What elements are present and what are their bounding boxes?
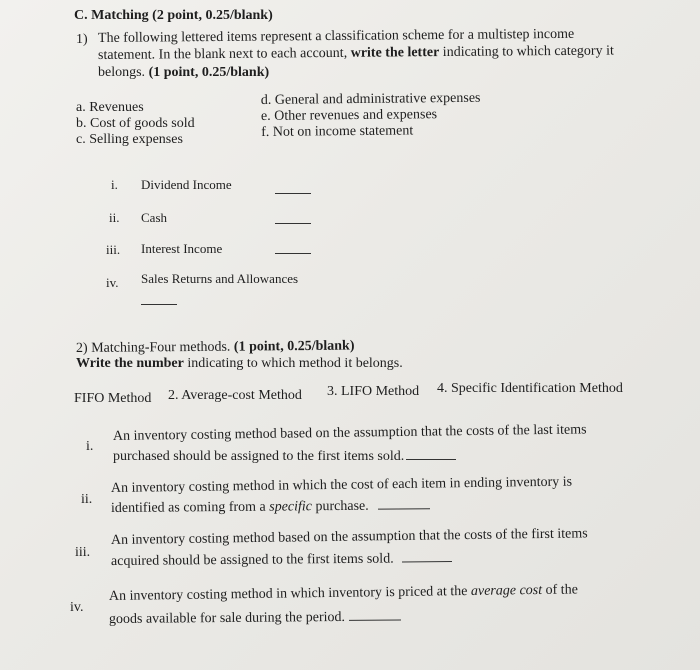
q1-answer-blank-2[interactable] [275, 222, 311, 224]
q2-item-line1-1: An inventory costing method based on the assumption that the costs of the last items [112, 422, 587, 444]
q2-item-line2-2: identified as coming from a specific purchase. [111, 498, 430, 517]
q2-item-num-2: ii. [81, 492, 93, 507]
q2-item-line2-4: goods available for sale during the period. [109, 609, 401, 628]
q1-item-label-1: Dividend Income [141, 177, 232, 192]
q2-item-line2-3: acquired should be assigned to the first items sold. [111, 551, 452, 570]
category-b: b. Cost of goods sold [76, 116, 195, 131]
q1-item-num-1: i. [111, 177, 118, 192]
categories-right [261, 91, 481, 141]
category-c: c. Selling expenses [76, 132, 183, 147]
q2-answer-blank-2[interactable] [378, 507, 430, 509]
q2-answer-blank-1[interactable] [406, 458, 456, 460]
q2-instruction: Write the number indicating to which method it belongs. [76, 356, 403, 371]
method-1: FIFO Method [74, 391, 152, 406]
q1-answer-blank-1[interactable] [275, 192, 311, 194]
category-f: f. Not on income statement [261, 123, 414, 140]
method-3: 3. LIFO Method [327, 384, 420, 399]
q1-item-label-2: Cash [141, 210, 167, 225]
method-2: 2. Average-cost Method [168, 388, 302, 403]
q1-item-num-2: ii. [109, 210, 120, 225]
q1-item-label-3: Interest Income [141, 241, 223, 256]
q2-item-num-4: iv. [70, 600, 84, 615]
q1-text-line1: The following lettered items represent a classification scheme for a multistep income [97, 26, 575, 46]
q2-item-line2-1: purchased should be assigned to the first items sold. [113, 449, 456, 465]
categories-left [76, 100, 195, 148]
q1-answer-blank-4[interactable] [141, 303, 177, 305]
q1-number: 1) [76, 32, 88, 47]
q2-item-line1-3: An inventory costing method based on the assumption that the costs of the first items [110, 526, 588, 548]
method-4: 4. Specific Identification Method [437, 381, 623, 396]
q1-item-num-3: iii. [106, 242, 121, 257]
section-title: C. Matching (2 point, 0.25/blank) [74, 8, 273, 23]
q1-write-letter: write the letter [350, 45, 440, 61]
q1-answer-blank-3[interactable] [275, 252, 311, 254]
q2-item-line1-4: An inventory costing method in which inventory is priced at the average cost of the [108, 582, 578, 604]
q2-title: 2) Matching-Four methods. (1 point, 0.25/blank) [75, 338, 355, 356]
q2-item-line1-2: An inventory costing method in which the cost of each item in ending inventory is [110, 474, 573, 496]
q1-item-label-4: Sales Returns and Allowances [141, 271, 299, 286]
q2-item-num-3: iii. [75, 545, 91, 560]
q2-answer-blank-3[interactable] [402, 560, 452, 562]
q2-answer-blank-4[interactable] [349, 618, 401, 620]
q1-item-num-4: iv. [106, 275, 119, 290]
q2-item-num-1: i. [86, 439, 94, 454]
q1-text-line3: belongs. (1 point, 0.25/blank) [98, 65, 270, 80]
category-e: e. Other revenues and expenses [260, 107, 438, 124]
category-a: a. Revenues [76, 100, 144, 115]
category-d: d. General and administrative expenses [260, 90, 481, 109]
q1-text-line2: statement. In the blank next to each account, write the letter indicating to which category it [97, 43, 614, 63]
